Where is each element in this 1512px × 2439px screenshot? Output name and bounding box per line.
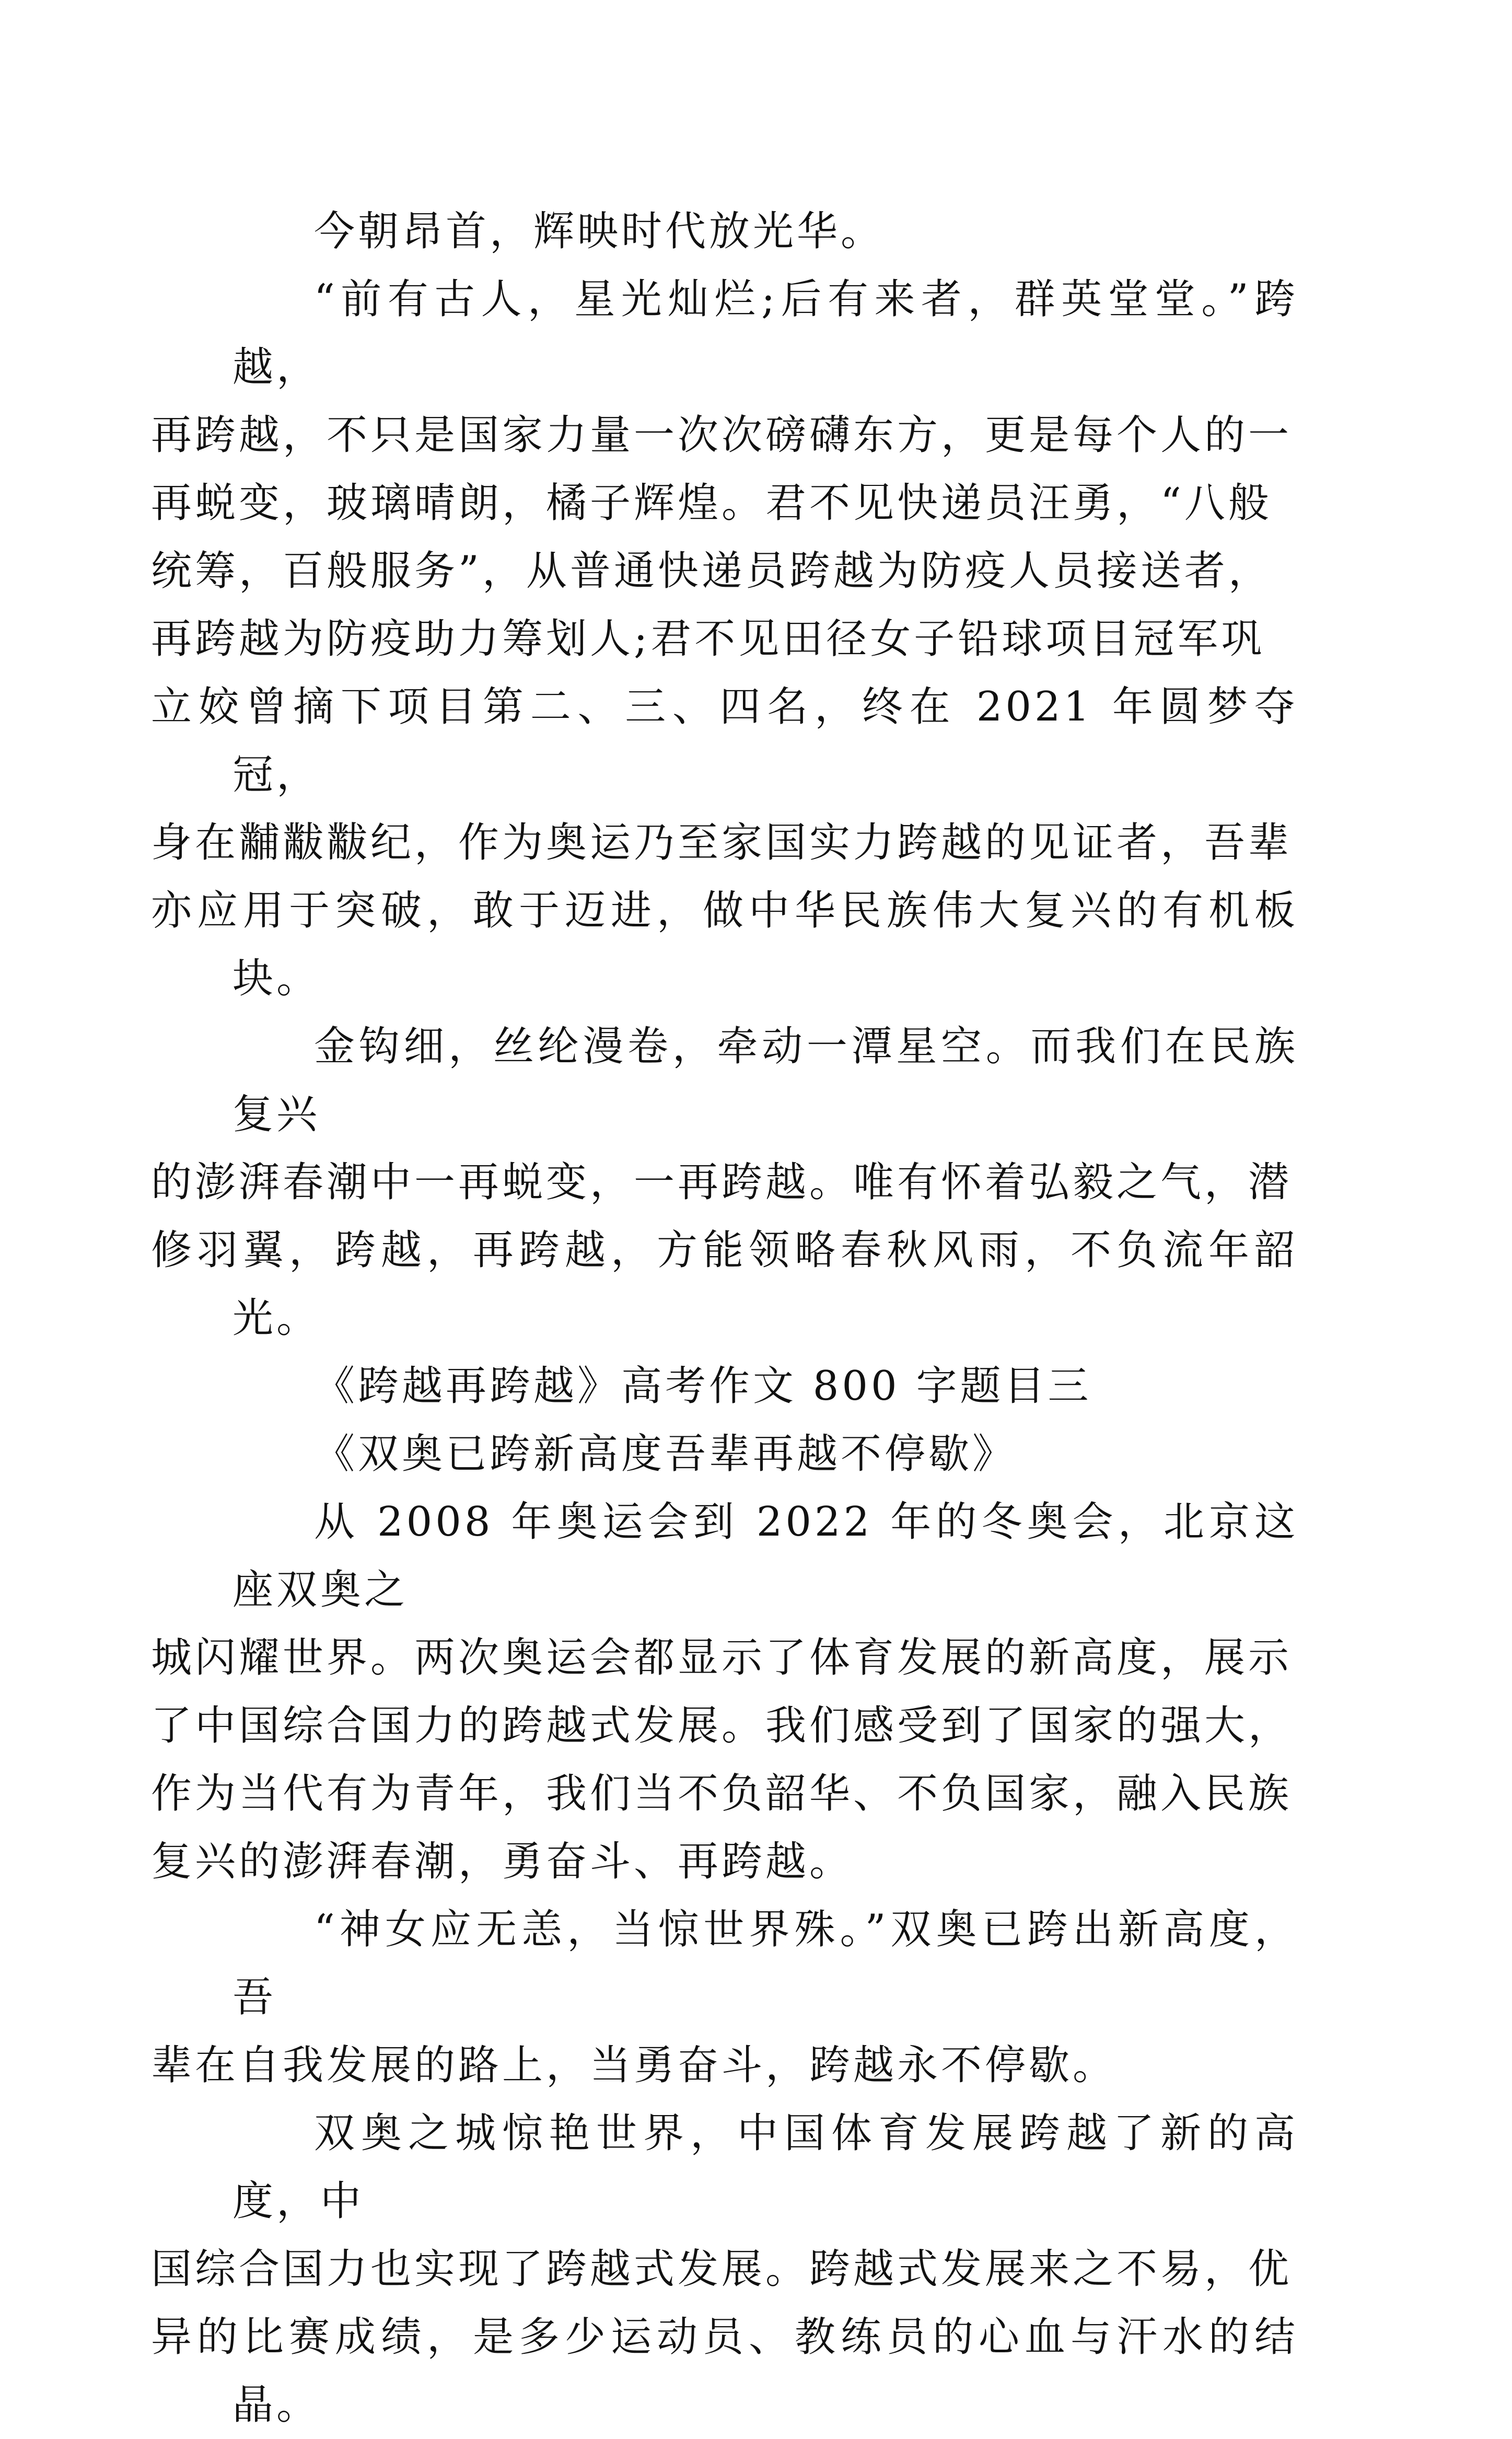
paragraph — [151, 1488, 1298, 1896]
text-line: 从 2008 年奥运会到 2022 年的冬奥会，北京这座双奥之 — [232, 1499, 1298, 1613]
document-body — [151, 198, 1298, 2439]
section-heading — [232, 1352, 1298, 1420]
text-line: 金钩细，丝纶漫卷，牵动一潭星空。而我们在民族复兴 — [232, 1023, 1298, 1138]
text-line: 了中国综合国力的跨越式发展。我们感受到了国家的强大， — [151, 1702, 1293, 1749]
text-line: 再跨越为防疫助力筹划人;君不见田径女子铅球项目冠军巩 — [151, 615, 1265, 663]
essay-title — [232, 1420, 1298, 1488]
text-line: 辈在自我发展的路上，当勇奋斗，跨越永不停歇。 — [151, 2042, 1117, 2089]
text-line: 国综合国力也实现了跨越式发展。跨越式发展来之不易，优 — [151, 2246, 1293, 2293]
text-line: 异的比赛成绩，是多少运动员、教练员的心血与汗水的结晶。 — [151, 2314, 1298, 2429]
paragraph — [151, 265, 1298, 1013]
text-line: 双奥之城惊艳世界，中国体育发展跨越了新的高度，中 — [232, 2110, 1298, 2225]
text-line: 立姣曾摘下项目第二、三、四名，终在 2021 年圆梦夺冠， — [151, 683, 1298, 798]
paragraph — [151, 1896, 1298, 2099]
text-line: 亦应用于突破，敢于迈进，做中华民族伟大复兴的有机板块。 — [151, 887, 1298, 1002]
paragraph — [232, 198, 1298, 265]
paragraph — [151, 1013, 1298, 1352]
text-line: “前有古人，星光灿烂;后有来者，群英堂堂。”跨越， — [232, 276, 1298, 391]
text-line: 作为当代有为青年，我们当不负韶华、不负国家，融入民族 — [151, 1770, 1293, 1817]
title-text: 《双奥已跨新高度吾辈再越不停歇》 — [314, 1431, 1017, 1478]
text-line: 的澎湃春潮中一再蜕变，一再跨越。唯有怀着弘毅之气，潜 — [151, 1159, 1293, 1206]
text-line: 复兴的澎湃春潮，勇奋斗、再跨越。 — [151, 1838, 854, 1885]
text-line: 身在黼黻黻纪，作为奥运乃至家国实力跨越的见证者，吾辈 — [151, 819, 1293, 866]
text-line: “神女应无恙，当惊世界殊。”双奥已跨出新高度，吾 — [232, 1906, 1298, 2021]
text-line: 城闪耀世界。两次奥运会都显示了体育发展的新高度，展示 — [151, 1634, 1293, 1681]
text-line: 再蜕变，玻璃晴朗，橘子辉煌。君不见快递员汪勇，“八般 — [151, 480, 1272, 527]
paragraph — [151, 2099, 1298, 2439]
text-line: 再跨越，不只是国家力量一次次磅礴东方，更是每个人的一 — [151, 412, 1293, 459]
heading-text: 《跨越再跨越》高考作文 800 字题目三 — [314, 1363, 1092, 1410]
text-line: 修羽翼，跨越，再跨越，方能领略春秋风雨，不负流年韶光。 — [151, 1227, 1298, 1342]
text-line: 今朝昂首，辉映时代放光华。 — [314, 208, 885, 255]
text-line: 统筹，百般服务”，从普通快递员跨越为防疫人员接送者， — [151, 548, 1272, 595]
